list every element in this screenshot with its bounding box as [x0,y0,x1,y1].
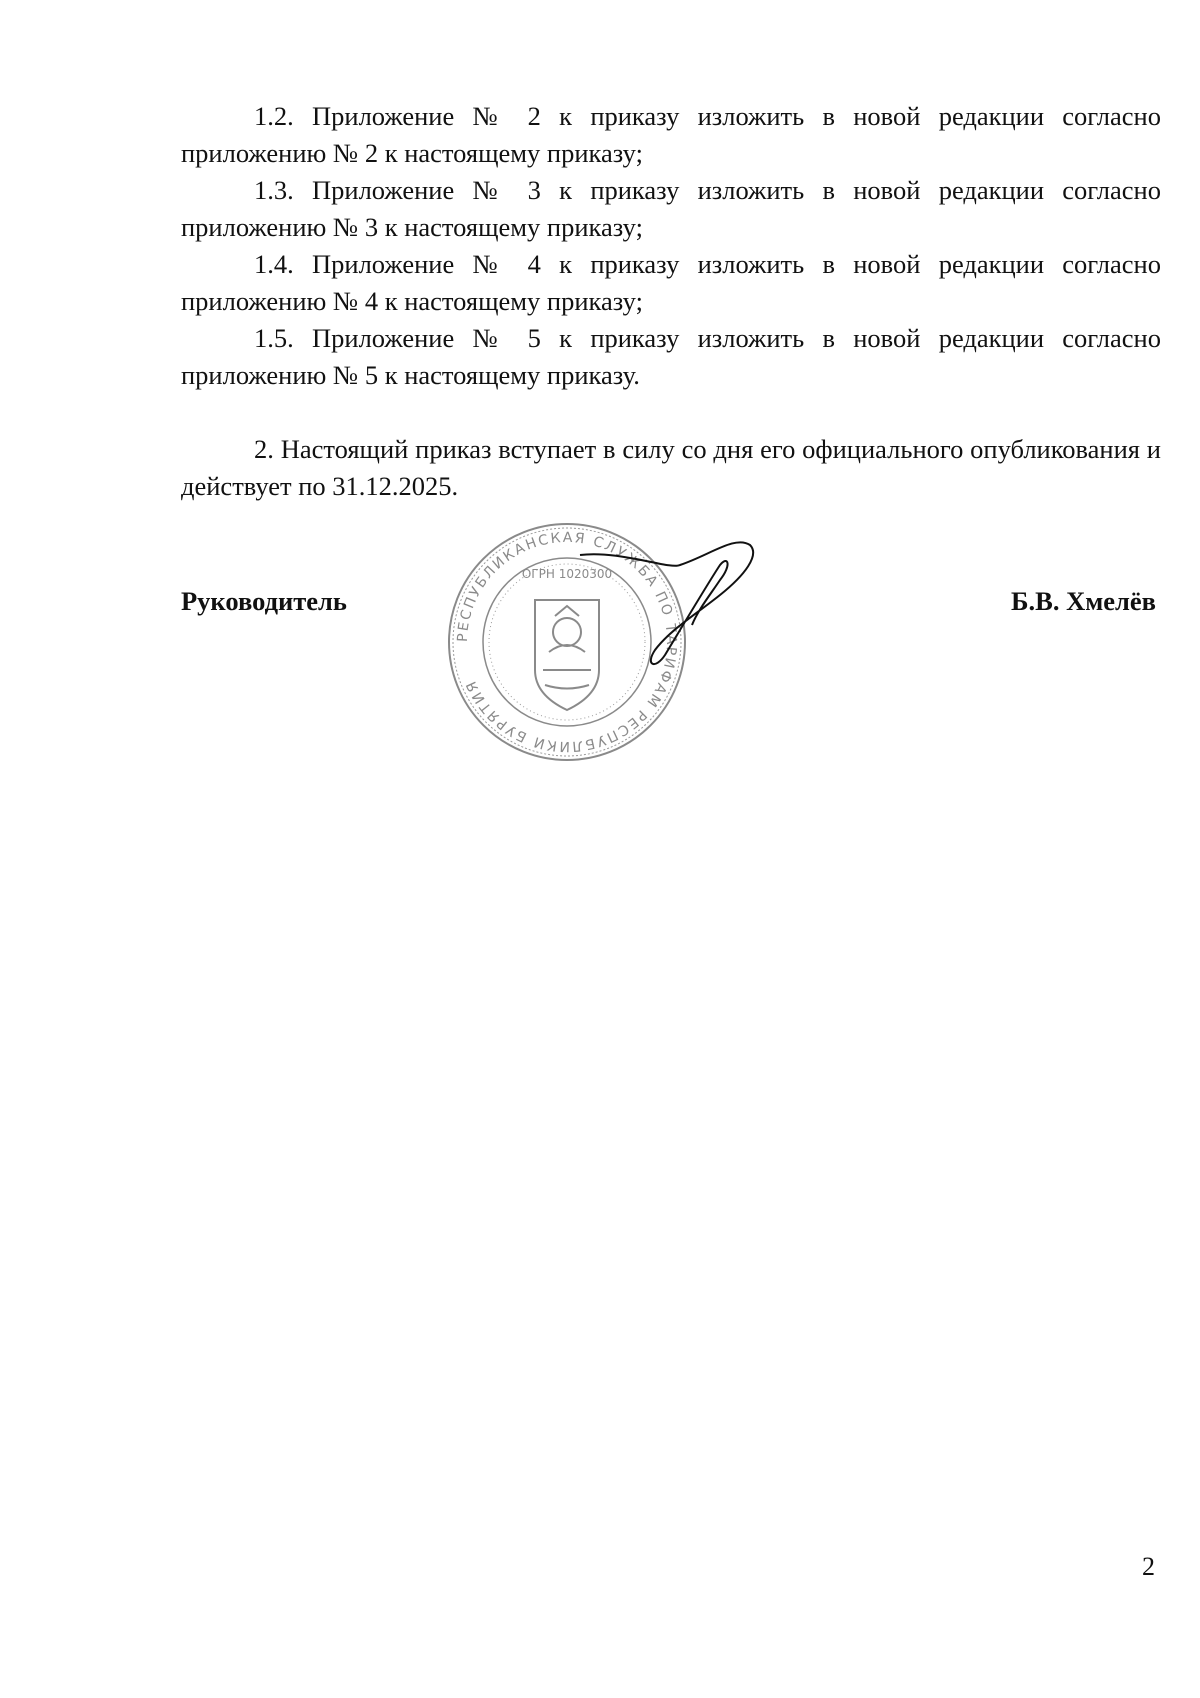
paragraph-1-2: 1.2. Приложение № 2 к приказу изложить в новой редакции согласно приложению № 2 к настоящему приказу; [181,101,1161,168]
paragraph-1-4: 1.4. Приложение № 4 к приказу изложить в новой редакции согласно приложению № 4 к настоящему приказу; [181,249,1161,316]
signatory-title: Руководитель [181,586,347,616]
signatory-name: Б.В. Хмелёв [1011,586,1156,616]
paragraph-2: 2. Настоящий приказ вступает в силу со дня его официального опубликования и действует по 31.12.2025. [181,434,1161,501]
page-number: 2 [1142,1552,1155,1581]
seal-inner-text: ОГРН 1020300 [521,567,613,581]
handwritten-signature [560,520,800,680]
paragraph-1-5: 1.5. Приложение № 5 к приказу изложить в новой редакции согласно приложению № 5 к настоящему приказу. [181,323,1161,390]
paragraph-1-3: 1.3. Приложение № 3 к приказу изложить в новой редакции согласно приложению № 3 к настоящему приказу; [181,175,1161,242]
seal-outer-text: РЕСПУБЛИКАНСКАЯ СЛУЖБА ПО ТАРИФАМ РЕСПУБЛИКИ БУРЯТИЯ [454,529,680,755]
document-body [181,98,1161,505]
